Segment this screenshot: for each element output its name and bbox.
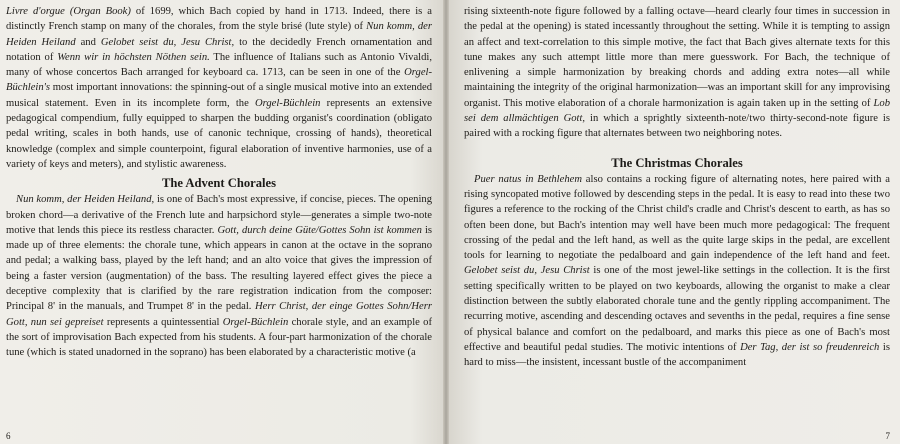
text-run: and (75, 36, 101, 48)
left-paragraph-1 (6, 4, 432, 172)
text-run: The influence of Italians such as Antonio Vivaldi, many of whose concertos Bach arranged for keyboard ca. 1713, can be seen in one of the (6, 51, 433, 79)
italic-title-run: Orgel-Büchlein (222, 316, 289, 328)
text-run: is one of Bach's most expressive, if concise, pieces. The opening broken chord—a derivative of the French lute and harpsichord style—generates a simple two-note motive that lends this piece its restless character. (6, 194, 432, 236)
right-page (446, 0, 900, 444)
section-heading-christmas: The Christmas Chorales (611, 155, 743, 170)
italic-title-run: Orgel-Büchlein (254, 97, 321, 109)
italic-title-run: Lob sei dem allmächtigen Gott, (464, 97, 890, 125)
left-paragraph-2 (6, 192, 432, 360)
italic-title-run: Livre d'orgue (Organ Book) (6, 6, 131, 17)
text-run: represents an extensive pedagogical compendium, fully equipped to sharpen the budding organist's coordination (obligato pedal writing, scales in both hands, use of canonic technique, crossing of hands), theoretical knowledge (complex and simple counterpoint, figural elaboration of inventive harmonies, use of a variety of keys and meters), and stylistic awareness. (6, 97, 432, 170)
italic-title-run: Orgel-Büchlein's (6, 67, 432, 94)
text-run: also contains a rocking figure of alternating notes, here paired with a rising syncopated motive followed by descending steps in the pedal. It is easy to read into these two figures a reference to the rocking of the Christ child's cradle and Christ's descent to earth, as has so often been done, but Bach's intention may well have been much more pedagogical: The frequent crossing of the pedal and the left hand, as well as the quite large skips in the pedal, are excellent tools for learning to negotiate the pedalboard and gain independence of the left hand and feet. (464, 173, 890, 262)
italic-title-run: Wenn wir in höchsten Nöthen sein. (57, 51, 210, 63)
italic-title-run: Gott, durch deine Güte/Gottes Sohn ist kommen (217, 224, 422, 236)
page-number-right: 7 (885, 431, 890, 441)
italic-title-run: Gelobet seist du, Jesu Christ, (100, 36, 235, 48)
left-page (0, 0, 446, 444)
italic-title-run: Der Tag, der ist so freudenreich (740, 341, 880, 353)
text-run: represents a quintessential (103, 316, 223, 328)
italic-title-run: Puer natus in Bethlehem (474, 173, 582, 185)
text-run: is one of the most jewel-like settings in the collection. It is the first setting specifically written to be played on two keyboards, allowing the organist to make a clear distinction between the subtly elaborated chorale tune and the gently rippling accompaniment. The recurring motive, ascending and descending octaves and sevenths in the pedal, requires a fine sense of physical balance and comfort on the pedalboard, and marks this piece as one of Bach's most effective and beautiful pedal studies. The motivic intentions of (464, 265, 890, 353)
page-number-left: 6 (6, 431, 11, 441)
text-run: of 1699, which Bach copied by hand in 1713. Indeed, there is a distinctly French stamp on many of the chorales, from the style brisé (lute style) of (6, 6, 432, 33)
text-run: most important innovations: the spinning-out of a single musical motive into an extended musical statement. Even in its incomplete form, the (6, 82, 432, 109)
right-paragraph-1 (464, 4, 890, 142)
text-run: is hard to miss—the insistent, incessant bustle of the accompaniment (464, 341, 890, 369)
section-heading-advent: The Advent Chorales (161, 176, 277, 191)
italic-title-run: Nun komm, der Heiden Heiland (6, 21, 432, 48)
book-gutter (443, 0, 449, 444)
text-run: rising sixteenth-note figure followed by a falling octave—heard clearly four times in succession in the pedal at the opening) is stated incessantly throughout the setting. While it is tempting to assign an affect and text-correlation to this simple motive, the fact that Bach gives alternate texts for this tune makes any such attempt little more than mere guesswork. For Bach, the technique of enlivening a simple harmonization by breaking chords and adding extra notes—all while maintaining the integrity of the original harmonization—was an important skill for any improvising organist. This motive elaboration of a chorale harmonization is again taken up in the setting of (464, 6, 890, 109)
italic-title-run: Herr Christ, der einge Gottes Sohn/Herr Gott, nun sei gepreiset (6, 301, 432, 328)
italic-title-run: Gelobet seist du, Jesu Christ (464, 265, 590, 277)
italic-title-run: Nun komm, der Heiden Heiland, (16, 194, 155, 206)
text-run: to the decidedly French ornamentation and notation of (6, 36, 433, 63)
text-run: chorale style, and an example of the sort of improvisation Bach expected from his students. A four-part harmonization of the chorale tune (which is stated unadorned in the soprano) has been elaborated by a characteristic motive (a (6, 316, 432, 359)
text-run: is made up of three elements: the chorale tune, which appears in canon at the octave in the soprano and pedal; a walking bass, played by the left hand; and an alto voice that gives the impression of being a faster version (augmentation) of the bass. The resulting layered effect gives the piece a deceptive complexity that is clarified by the rare registration indication from the composer: Principal 8' in the manuals, and Trumpet 8' in the pedal. (6, 224, 433, 313)
text-run: in which a sprightly sixteenth-note/two thirty-second-note figure is paired with a rocking figure that alternates between two neighboring notes. (464, 113, 890, 140)
right-paragraph-2 (464, 172, 890, 371)
